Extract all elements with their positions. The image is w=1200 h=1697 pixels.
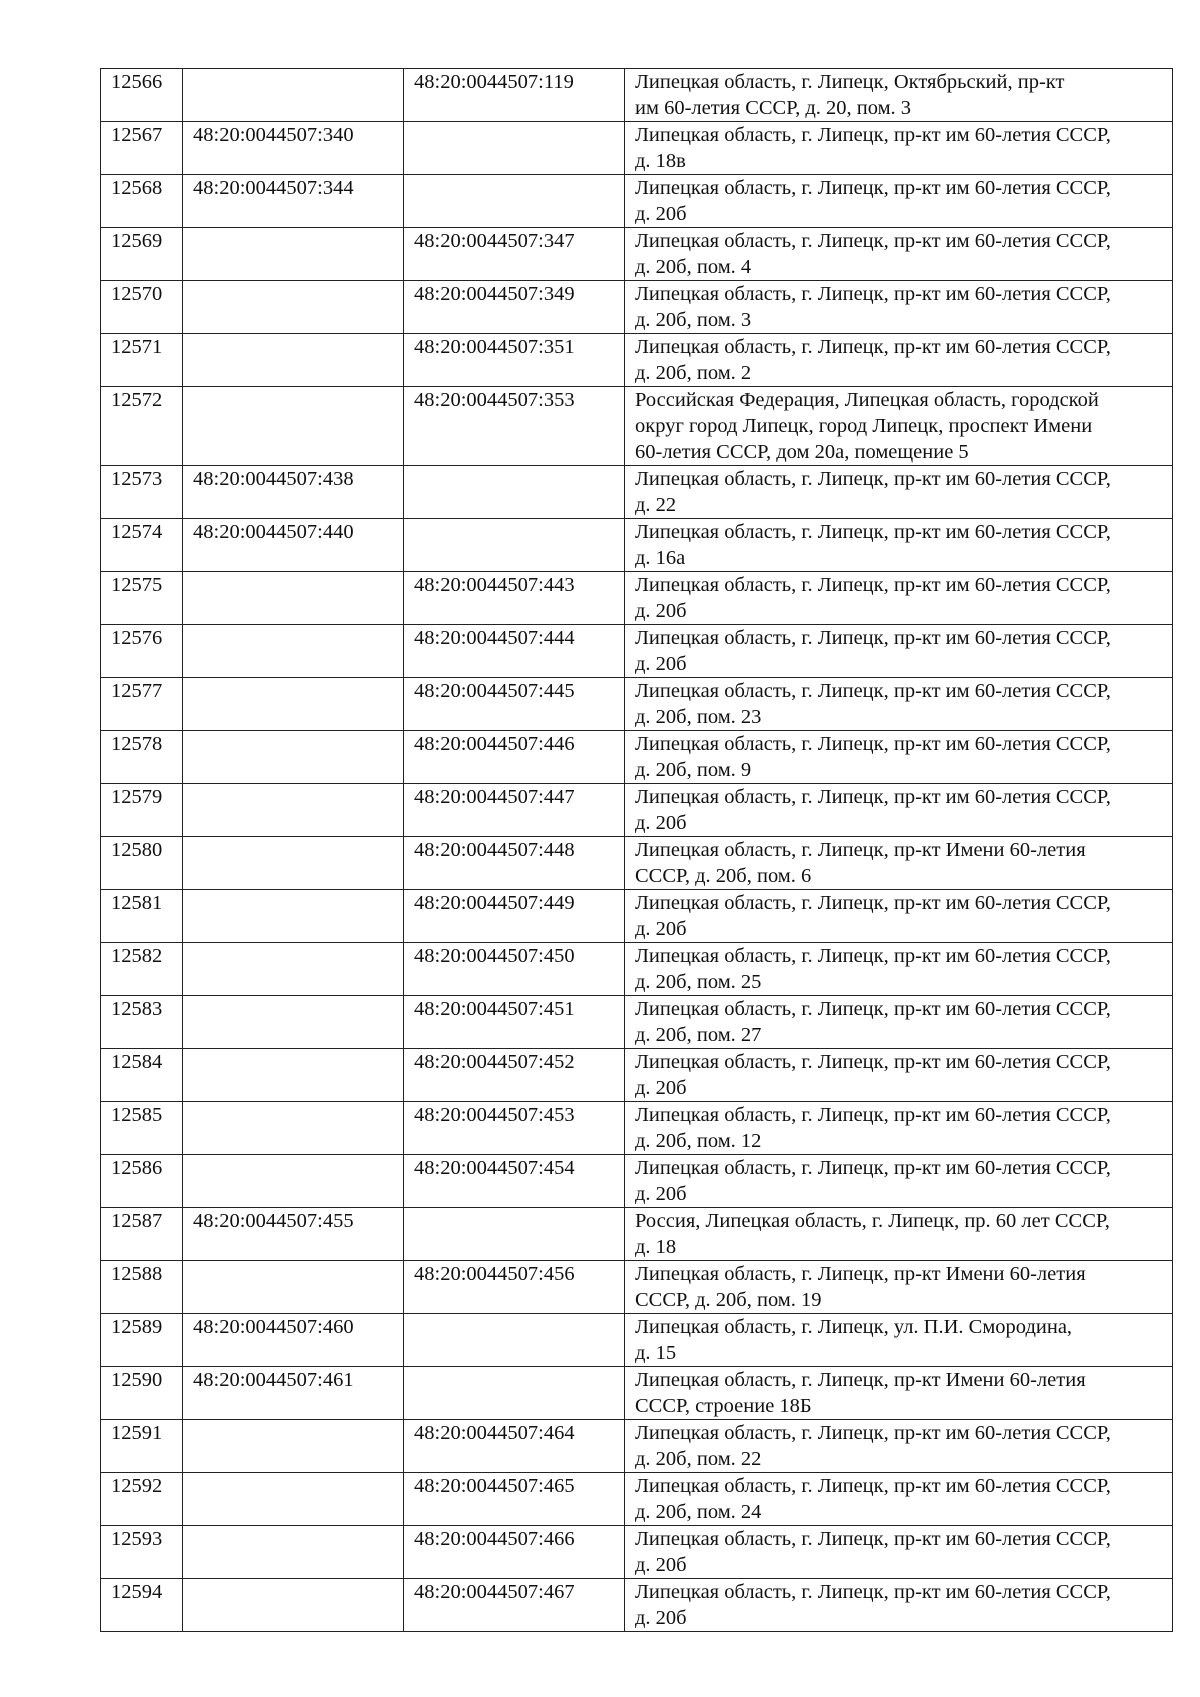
table-row [101,1155,1173,1208]
table-row [101,784,1173,837]
row-number: 12593 [101,1526,183,1579]
cadastral-number-building [183,1579,404,1632]
row-number: 12594 [101,1579,183,1632]
cadastral-number-premises: 48:20:0044507:450 [404,943,625,996]
row-number: 12572 [101,387,183,466]
cadastral-number-premises: 48:20:0044507:454 [404,1155,625,1208]
cadastral-number-building [183,1155,404,1208]
table-row [101,1420,1173,1473]
cadastral-number-building [183,69,404,122]
address-cell: Липецкая область, г. Липецк, пр-кт им 60-летия СССР, д. 20б, пом. 12 [625,1102,1173,1155]
table-row [101,1261,1173,1314]
address-cell: Липецкая область, г. Липецк, пр-кт им 60-летия СССР, д. 20б, пом. 3 [625,281,1173,334]
cadastral-number-building: 48:20:0044507:455 [183,1208,404,1261]
address-cell: Липецкая область, г. Липецк, пр-кт Имени 60-летия СССР, д. 20б, пом. 6 [625,837,1173,890]
table-row [101,572,1173,625]
row-number: 12592 [101,1473,183,1526]
cadastral-number-premises: 48:20:0044507:451 [404,996,625,1049]
table-row [101,1473,1173,1526]
cadastral-number-premises: 48:20:0044507:464 [404,1420,625,1473]
address-cell: Липецкая область, г. Липецк, пр-кт им 60-летия СССР, д. 16а [625,519,1173,572]
cadastral-number-premises [404,122,625,175]
cadastral-number-premises: 48:20:0044507:467 [404,1579,625,1632]
cadastral-number-premises [404,1314,625,1367]
cadastral-number-building [183,731,404,784]
cadastral-number-premises [404,1208,625,1261]
table-row [101,334,1173,387]
cadastral-number-building [183,678,404,731]
registry-table [100,68,1173,1632]
row-number: 12580 [101,837,183,890]
row-number: 12581 [101,890,183,943]
row-number: 12574 [101,519,183,572]
cadastral-number-premises: 48:20:0044507:347 [404,228,625,281]
cadastral-number-building [183,943,404,996]
table-row [101,387,1173,466]
cadastral-number-building [183,625,404,678]
cadastral-number-premises: 48:20:0044507:119 [404,69,625,122]
address-cell: Липецкая область, г. Липецк, пр-кт им 60-летия СССР, д. 20б [625,1155,1173,1208]
address-cell: Липецкая область, г. Липецк, пр-кт им 60-летия СССР, д. 20б [625,625,1173,678]
cadastral-number-building [183,890,404,943]
address-cell: Липецкая область, г. Липецк, пр-кт им 60-летия СССР, д. 22 [625,466,1173,519]
cadastral-number-premises: 48:20:0044507:446 [404,731,625,784]
row-number: 12591 [101,1420,183,1473]
address-cell: Липецкая область, г. Липецк, пр-кт Имени 60-летия СССР, строение 18Б [625,1367,1173,1420]
row-number: 12569 [101,228,183,281]
table-row [101,837,1173,890]
row-number: 12585 [101,1102,183,1155]
row-number: 12571 [101,334,183,387]
address-cell: Липецкая область, г. Липецк, пр-кт им 60-летия СССР, д. 20б, пом. 25 [625,943,1173,996]
cadastral-number-building [183,1261,404,1314]
cadastral-number-building [183,784,404,837]
address-cell: Российская Федерация, Липецкая область, городской округ город Липецк, город Липецк, проспект Имени 60-летия СССР, дом 20а, помещение 5 [625,387,1173,466]
cadastral-number-building [183,1526,404,1579]
cadastral-number-building [183,387,404,466]
table-row [101,1208,1173,1261]
cadastral-number-premises: 48:20:0044507:449 [404,890,625,943]
cadastral-number-premises: 48:20:0044507:465 [404,1473,625,1526]
row-number: 12573 [101,466,183,519]
cadastral-number-building [183,334,404,387]
cadastral-number-premises: 48:20:0044507:456 [404,1261,625,1314]
row-number: 12589 [101,1314,183,1367]
table-row [101,175,1173,228]
cadastral-number-building: 48:20:0044507:440 [183,519,404,572]
table-row [101,228,1173,281]
row-number: 12584 [101,1049,183,1102]
cadastral-number-building [183,996,404,1049]
address-cell: Липецкая область, г. Липецк, ул. П.И. Смородина, д. 15 [625,1314,1173,1367]
cadastral-number-premises: 48:20:0044507:448 [404,837,625,890]
address-cell: Липецкая область, г. Липецк, пр-кт им 60-летия СССР, д. 20б [625,1579,1173,1632]
cadastral-number-premises: 48:20:0044507:349 [404,281,625,334]
cadastral-number-premises: 48:20:0044507:443 [404,572,625,625]
cadastral-number-building: 48:20:0044507:461 [183,1367,404,1420]
table-row [101,1367,1173,1420]
cadastral-number-building [183,1102,404,1155]
table-row [101,69,1173,122]
cadastral-number-premises: 48:20:0044507:466 [404,1526,625,1579]
row-number: 12570 [101,281,183,334]
cadastral-number-premises: 48:20:0044507:353 [404,387,625,466]
row-number: 12578 [101,731,183,784]
row-number: 12586 [101,1155,183,1208]
row-number: 12568 [101,175,183,228]
address-cell: Липецкая область, г. Липецк, пр-кт им 60-летия СССР, д. 20б [625,1049,1173,1102]
cadastral-number-premises: 48:20:0044507:453 [404,1102,625,1155]
cadastral-number-premises: 48:20:0044507:444 [404,625,625,678]
row-number: 12588 [101,1261,183,1314]
address-cell: Липецкая область, г. Липецк, пр-кт им 60-летия СССР, д. 20б, пом. 23 [625,678,1173,731]
cadastral-number-building [183,281,404,334]
table-row [101,1314,1173,1367]
table-row [101,281,1173,334]
registry-table-body [101,69,1173,1632]
table-row [101,122,1173,175]
address-cell: Липецкая область, г. Липецк, пр-кт им 60-летия СССР, д. 20б [625,572,1173,625]
cadastral-number-premises [404,175,625,228]
address-cell: Липецкая область, г. Липецк, Октябрьский, пр-кт им 60-летия СССР, д. 20, пом. 3 [625,69,1173,122]
cadastral-number-premises: 48:20:0044507:447 [404,784,625,837]
cadastral-number-premises: 48:20:0044507:351 [404,334,625,387]
cadastral-number-building: 48:20:0044507:460 [183,1314,404,1367]
address-cell: Липецкая область, г. Липецк, пр-кт им 60-летия СССР, д. 20б [625,175,1173,228]
table-row [101,466,1173,519]
address-cell: Липецкая область, г. Липецк, пр-кт им 60-летия СССР, д. 20б [625,1526,1173,1579]
table-row [101,943,1173,996]
cadastral-number-premises: 48:20:0044507:452 [404,1049,625,1102]
address-cell: Липецкая область, г. Липецк, пр-кт им 60-летия СССР, д. 20б, пом. 2 [625,334,1173,387]
address-cell: Липецкая область, г. Липецк, пр-кт им 60-летия СССР, д. 20б [625,784,1173,837]
table-row [101,996,1173,1049]
address-cell: Липецкая область, г. Липецк, пр-кт им 60-летия СССР, д. 20б, пом. 9 [625,731,1173,784]
cadastral-number-building [183,572,404,625]
table-row [101,890,1173,943]
table-row [101,678,1173,731]
cadastral-number-building [183,1473,404,1526]
cadastral-number-building [183,1049,404,1102]
row-number: 12590 [101,1367,183,1420]
table-row [101,731,1173,784]
address-cell: Липецкая область, г. Липецк, пр-кт им 60-летия СССР, д. 20б, пом. 27 [625,996,1173,1049]
address-cell: Липецкая область, г. Липецк, пр-кт им 60-летия СССР, д. 20б, пом. 24 [625,1473,1173,1526]
address-cell: Липецкая область, г. Липецк, пр-кт им 60-летия СССР, д. 20б [625,890,1173,943]
row-number: 12575 [101,572,183,625]
table-row [101,1579,1173,1632]
table-row [101,1526,1173,1579]
row-number: 12577 [101,678,183,731]
cadastral-number-premises: 48:20:0044507:445 [404,678,625,731]
cadastral-number-building: 48:20:0044507:340 [183,122,404,175]
table-row [101,519,1173,572]
table-row [101,625,1173,678]
cadastral-number-building: 48:20:0044507:438 [183,466,404,519]
cadastral-number-premises [404,466,625,519]
cadastral-number-building [183,228,404,281]
row-number: 12576 [101,625,183,678]
table-row [101,1102,1173,1155]
address-cell: Липецкая область, г. Липецк, пр-кт им 60-летия СССР, д. 20б, пом. 4 [625,228,1173,281]
address-cell: Липецкая область, г. Липецк, пр-кт им 60-летия СССР, д. 18в [625,122,1173,175]
row-number: 12567 [101,122,183,175]
address-cell: Липецкая область, г. Липецк, пр-кт Имени 60-летия СССР, д. 20б, пом. 19 [625,1261,1173,1314]
row-number: 12579 [101,784,183,837]
row-number: 12582 [101,943,183,996]
table-row [101,1049,1173,1102]
cadastral-number-building [183,1420,404,1473]
cadastral-number-building [183,837,404,890]
row-number: 12583 [101,996,183,1049]
cadastral-number-premises [404,1367,625,1420]
row-number: 12566 [101,69,183,122]
cadastral-number-building: 48:20:0044507:344 [183,175,404,228]
address-cell: Россия, Липецкая область, г. Липецк, пр. 60 лет СССР, д. 18 [625,1208,1173,1261]
address-cell: Липецкая область, г. Липецк, пр-кт им 60-летия СССР, д. 20б, пом. 22 [625,1420,1173,1473]
row-number: 12587 [101,1208,183,1261]
cadastral-number-premises [404,519,625,572]
